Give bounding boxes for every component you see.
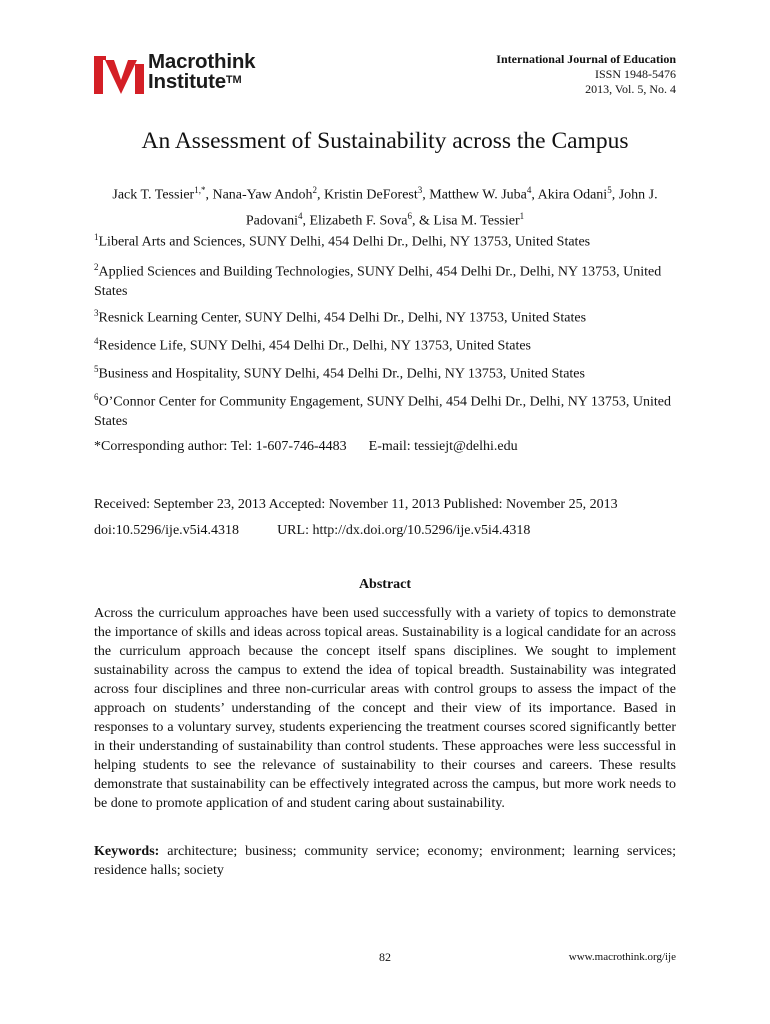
author-affiliation-mark: 2	[312, 185, 318, 195]
doi-line	[94, 521, 676, 540]
author-separator: ,	[422, 187, 430, 203]
author-name: Matthew W. Juba	[429, 187, 527, 203]
journal-issn: ISSN 1948-5476	[594, 67, 676, 81]
affiliation-text: Business and Hospitality, SUNY Delhi, 454 Delhi Dr., Delhi, NY 13753, United States	[98, 366, 585, 382]
affiliation	[94, 360, 676, 384]
macrothink-m-icon	[94, 54, 144, 94]
affiliation	[94, 304, 676, 328]
doi-url[interactable]: URL: http://dx.doi.org/10.5296/ije.v5i4.4318	[277, 523, 531, 538]
author-separator: ,	[611, 187, 619, 203]
affiliation-number: 3	[94, 308, 99, 318]
author-affiliation-mark: 6	[407, 210, 412, 221]
author-affiliation-mark: 1,*	[194, 185, 206, 195]
abstract-heading: Abstract	[358, 577, 412, 592]
corresponding-author	[94, 437, 676, 456]
affiliation-text: Residence Life, SUNY Delhi, 454 Delhi Dr., Delhi, NY 13753, United States	[98, 338, 532, 354]
author-affiliation-mark: 4	[297, 210, 303, 221]
author-affiliation-mark: 5	[607, 185, 612, 195]
affiliation-number: 2	[94, 262, 99, 272]
author-separator: ,	[531, 187, 538, 203]
corresponding-tel: *Corresponding author: Tel: 1-607-746-4483	[94, 439, 347, 454]
logo-trademark: TM	[225, 74, 242, 86]
affiliation-number: 4	[94, 336, 99, 346]
author-name: Elizabeth F. Sova	[309, 213, 408, 229]
affiliation	[94, 228, 676, 252]
affiliation-text: Liberal Arts and Sciences, SUNY Delhi, 454 Delhi Dr., Delhi, NY 13753, United States	[98, 234, 591, 250]
author-affiliation-mark: 1	[519, 210, 525, 221]
author-affiliation-mark: 3	[417, 185, 423, 195]
affiliation-text: Applied Sciences and Building Technologies, SUNY Delhi, 454 Delhi Dr., Delhi, NY 13753, United States	[94, 264, 662, 299]
affiliation	[94, 332, 676, 356]
author-name: Jack T. Tessier	[112, 187, 195, 203]
keywords	[94, 842, 676, 880]
logo-line-1: Macrothink	[148, 50, 256, 73]
affiliation-number: 6	[94, 392, 99, 402]
affiliation-number: 1	[94, 232, 99, 242]
author-separator: ,	[317, 187, 325, 203]
footer-website[interactable]: www.macrothink.org/ije	[568, 951, 676, 963]
journal-name: International Journal of Education	[496, 52, 676, 66]
author-name: Lisa M. Tessier	[433, 213, 520, 229]
publication-dates: Received: September 23, 2013 Accepted: November 11, 2013 Published: November 25, 2013	[94, 497, 618, 512]
logo-line-2: Institute	[148, 70, 226, 93]
journal-issue: 2013, Vol. 5, No. 4	[585, 82, 676, 96]
author-separator: , &	[412, 213, 434, 229]
abstract-body: Across the curriculum approaches have been used successfully with a variety of topics to demonstrate the importance of skills and ideas across topical areas. Sustainability is a logical candidate for an across the curriculum approach because the concept itself spans disciplines. We sought to implement sustainability across the campus to extend the idea of topical breadth. Sustainability was integrated across four disciplines and three non-curricular areas with control groups to assess the impact of the approach on students’ understanding of the concept and their view of its importance. Based in responses to a voluntary survey, students experiencing the treatment courses scored significantly better in their understanding of sustainability than control students. These approaches were less successful in helping students to see the relevance of sustainability to their courses and careers. These results demonstrate that sustainability can be effectively integrated across the campus, but more work needs to be done to promote application of and student caring about sustainability.	[94, 606, 676, 811]
affiliation-text: O’Connor Center for Community Engagement, SUNY Delhi, 454 Delhi Dr., Delhi, NY 13753, United States	[94, 394, 671, 429]
affiliation-text: Resnick Learning Center, SUNY Delhi, 454 Delhi Dr., Delhi, NY 13753, United States	[98, 310, 587, 326]
publisher-logo	[94, 52, 294, 96]
author-name: Akira Odani	[537, 187, 608, 203]
journal-info	[496, 52, 676, 97]
author-name: John J. Padovani	[245, 187, 658, 229]
author-name: Kristin DeForest	[324, 187, 418, 203]
corresponding-email[interactable]: E-mail: tessiejt@delhi.edu	[368, 439, 518, 454]
author-separator: ,	[205, 187, 213, 203]
affiliation	[94, 258, 676, 301]
author-affiliation-mark: 4	[526, 185, 532, 195]
paper-title: An Assessment of Sustainability across the Campus	[141, 128, 629, 154]
author-name: Nana-Yaw Andoh	[212, 187, 313, 203]
keywords-label: Keywords:	[94, 844, 160, 859]
page-number: 82	[379, 950, 391, 964]
affiliation	[94, 388, 676, 431]
doi: doi:10.5296/ije.v5i4.4318	[94, 523, 240, 538]
keywords-list: architecture; business; community service; economy; environment; learning services; residence halls; society	[94, 844, 676, 878]
author-separator: ,	[302, 213, 310, 229]
affiliation-number: 5	[94, 364, 99, 374]
author-list	[94, 180, 676, 231]
